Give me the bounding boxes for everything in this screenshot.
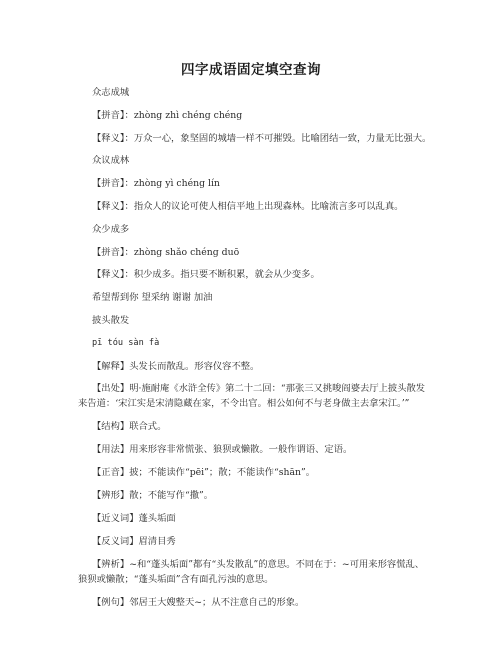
form-line: 【辨形】散；不能写作“撒”。 — [92, 490, 214, 501]
pinyin-line: 【拼音】：zhòng shǎo chéng duō — [92, 247, 240, 258]
idiom-heading: 众议成林 — [92, 155, 130, 166]
definition-line: 【释义】：万众一心，象坚固的城墙一样不可摧毁。比喻团结一致，力量无比强大。 — [92, 133, 432, 144]
idiom-heading: 众志成城 — [92, 87, 130, 98]
definition-line: 【释义】：积少成多。指只要不断积累，就会从少变多。 — [92, 269, 320, 280]
antonym-line: 【反义词】眉清目秀 — [92, 536, 176, 547]
definition-line: 【释义】：指众人的议论可使人相信平地上出现森林。比喻流言多可以乱真。 — [92, 201, 404, 212]
synonym-line: 【近义词】蓬头垢面 — [92, 513, 176, 524]
explanation-line: 【解释】头发长而散乱。形容仪容不整。 — [92, 361, 260, 372]
pronunciation-line: 【正音】披；不能读作“pēi”；散；不能读作“shān”。 — [92, 467, 316, 478]
source-line: 【出处】明·施耐庵《水浒全传》第二十二回：“那张三又挑唆阎婆去厅上披头散发 — [92, 383, 426, 394]
analysis-line-continued: 狼狈或懒散；“蓬头垢面”含有面孔污浊的意思。 — [78, 574, 274, 585]
idiom-heading: 众少成多 — [92, 224, 130, 235]
pinyin-line: pī tóu sàn fà — [92, 338, 160, 348]
closing-note: 希望帮到你 望采纳 谢谢 加油 — [92, 292, 213, 303]
pinyin-line: 【拼音】：zhòng yì chéng lín — [92, 178, 220, 189]
pinyin-line: 【拼音】：zhòng zhì chéng chéng — [92, 110, 243, 121]
structure-line: 【结构】联合式。 — [92, 421, 167, 432]
idiom-heading: 披头散发 — [92, 315, 130, 326]
analysis-line: 【辨析】~和“蓬头垢面”都有“头发散乱”的意思。不同在于：~可用来形容慌乱、 — [92, 559, 425, 570]
page-title: 四字成语固定填空查询 — [181, 62, 321, 78]
source-line-continued: 来告道：‘宋江实是宋清隐藏在家，不令出官。相公如何不与老身做主去拿宋江。’” — [78, 398, 410, 409]
usage-line: 【用法】用来形容非常慌张、狼狈或懒散。一般作谓语、定语。 — [92, 444, 353, 455]
example-line: 【例句】邻居王大嫂整天~；从不注意自己的形象。 — [92, 597, 305, 608]
